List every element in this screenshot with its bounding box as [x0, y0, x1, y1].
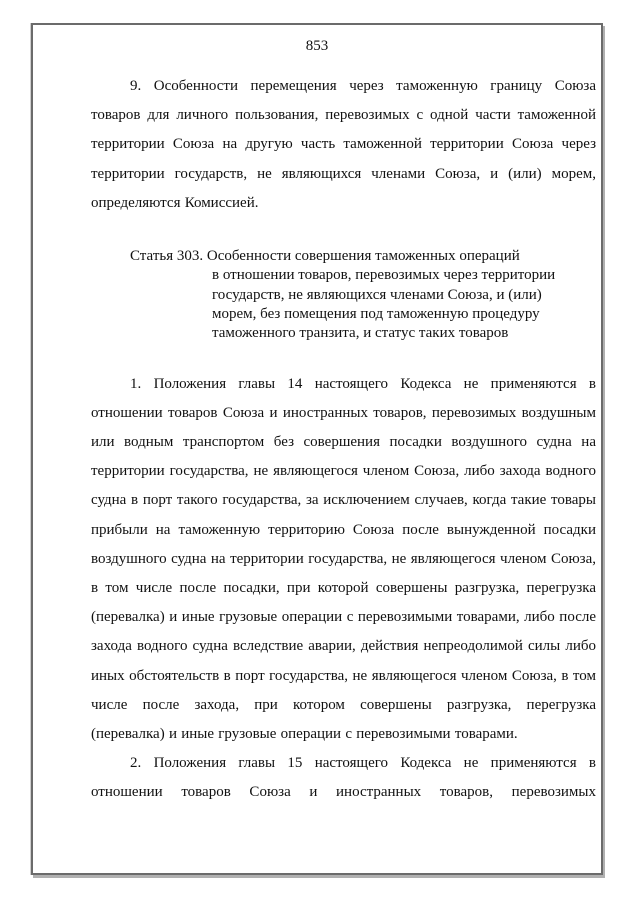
article-label: Статья 303.	[130, 248, 207, 265]
page-number: 853	[305, 38, 329, 54]
article-heading	[91, 247, 596, 343]
paragraph-2: 2. Положения главы 15 настоящего Кодекса не применяются в отношении товаров Союза и иностранных товаров, перевозимых	[91, 755, 596, 801]
article-title-first: Особенности совершения таможенных операций	[206, 248, 520, 265]
paragraph-1: 1. Положения главы 14 настоящего Кодекса не применяются в отношении товаров Союза и иностранных товаров, перевозимых воздушным или водным транспортом без совершения посадки воздушного судна на территории государства, не являющегося членом Союза, либо захода водного судна в порт такого государства, за исключением случаев, когда такие товары прибыли на таможенную территорию Союза после вынужденной посадки воздушного судна на территории государства, не являющегося членом Союза, в том числе после посадки, при которой совершены разгрузка, перегрузка (перевалка) и иные грузовые операции с перевозимыми товарами, либо после захода водного судна вследствие аварии, действия непреодолимой силы либо иных обстоятельств в порт государства, не являющегося членом Союза, в том числе после захода, при котором совершены разгрузка, перегрузка (перевалка) и иные грузовые операции с перевозимыми товарами.	[91, 375, 596, 742]
page-frame	[31, 23, 603, 875]
article-heading-line1	[91, 247, 596, 266]
document-body	[91, 72, 596, 808]
paragraph-9: 9. Особенности перемещения через таможенную границу Союза товаров для личного пользования, перевозимых с одной части таможенной территории Союза на другую часть таможенной территории Союза через территории государств, не являющихся членами Союза, и (или) морем, определяются Комиссией.	[91, 78, 596, 211]
article-title-rest: в отношении товаров, перевозимых через территории государств, не являющихся членами Союза, и (или) морем, без помещения под таможенную процедуру таможенного транзита, и статус таких товаров	[212, 267, 556, 342]
